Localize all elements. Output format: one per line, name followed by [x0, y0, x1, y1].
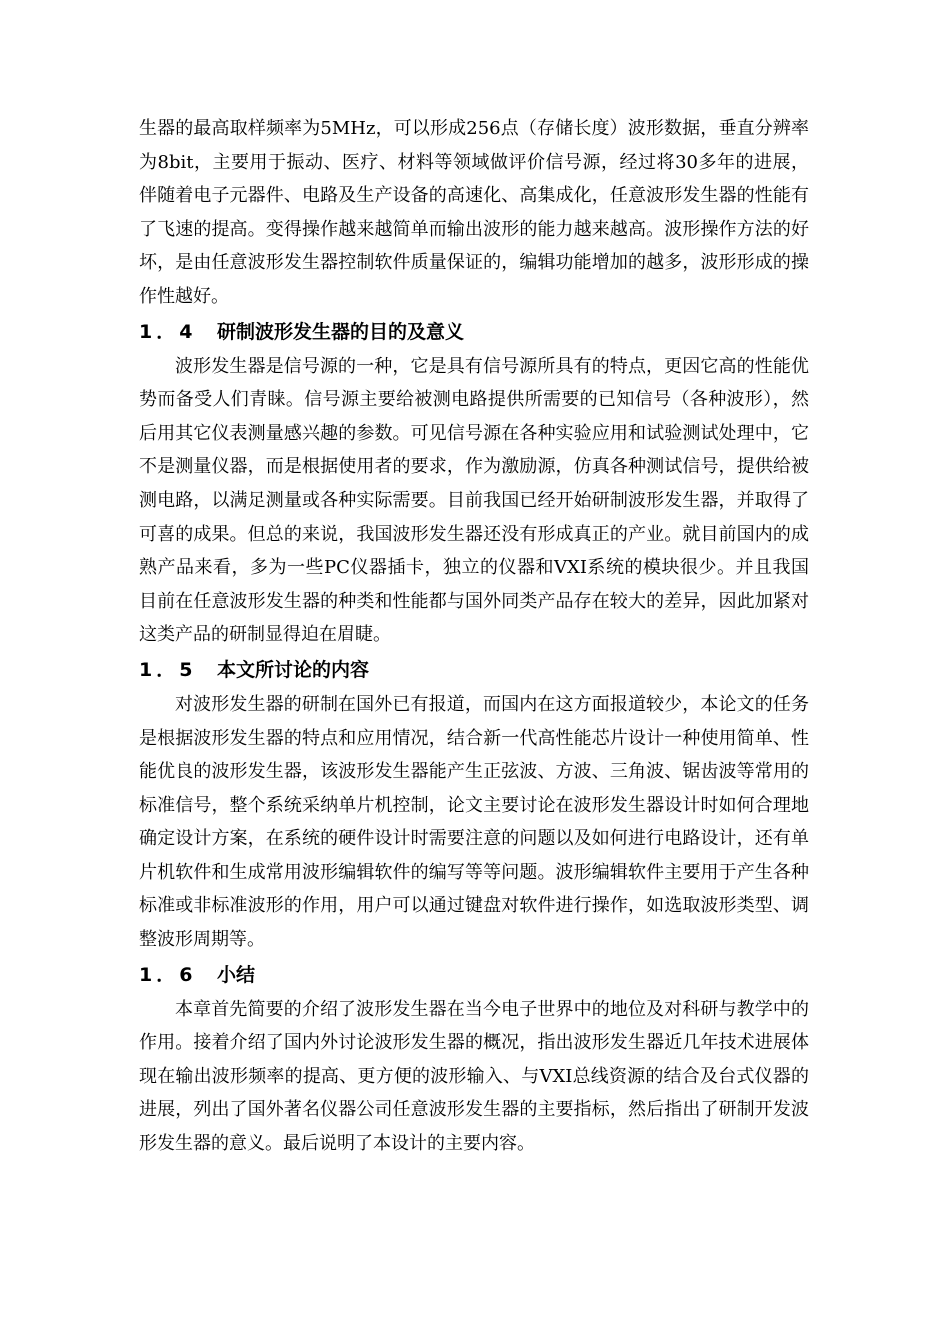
- paragraph-content: 对波形发生器的研制在国外已有报道，而国内在这方面报道较少，本论文的任务是根据波形发生器的特点和应用情况，结合新一代高性能芯片设计一种使用简单、性能优良的波形发生器，该波形发生器能产生正弦波、方波、三角波、锯齿波等常用的标准信号，整个系统采纳单片机控制，论文主要讨论在波形发生器设计时如何合理地确定设计方案，在系统的硬件设计时需要注意的问题以及如何进行电路设计，还有单片机软件和生成常用波形编辑软件的编写等等问题。波形编辑软件主要用于产生各种标准或非标准波形的作用，用户可以通过键盘对软件进行操作，如选取波形类型、调整波形周期等。: [139, 693, 809, 951]
- section-heading-1-6: [139, 959, 809, 993]
- section-number: 1．4: [139, 320, 197, 343]
- section-title: 小结: [217, 963, 256, 986]
- section-number: 1．5: [139, 659, 197, 682]
- section-title: 本文所讨论的内容: [217, 659, 370, 682]
- section-heading-1-4: [139, 316, 809, 350]
- paragraph-summary: 本章首先简要的介绍了波形发生器在当今电子世界中的地位及对科研与教学中的作用。接着介绍了国内外讨论波形发生器的概况，指出波形发生器近几年技术进展体现在输出波形频率的提高、更方便的波形输入、与VXI总线资源的结合及台式仪器的进展，列出了国外著名仪器公司任意波形发生器的主要指标，然后指出了研制开发波形发生器的意义。最后说明了本设计的主要内容。: [139, 998, 809, 1155]
- section-title: 研制波形发生器的目的及意义: [217, 320, 465, 343]
- paragraph-continued: 生器的最高取样频率为5MHz，可以形成256点（存储长度）波形数据，垂直分辨率为8bit，主要用于振动、医疗、材料等领域做评价信号源，经过将30多年的进展，伴随着电子元器件、电路及生产设备的高速化、高集成化，任意波形发生器的性能有了飞速的提高。变得操作越来越简单而输出波形的能力越来越高。波形操作方法的好坏，是由任意波形发生器控制软件质量保证的，编辑功能增加的越多，波形形成的操作性越好。: [139, 118, 809, 307]
- paragraph-purpose: 波形发生器是信号源的一种，它是具有信号源所具有的特点，更因它高的性能优势而备受人们青睐。信号源主要给被测电路提供所需要的已知信号（各种波形），然后用其它仪表测量感兴趣的参数。可见信号源在各种实验应用和试验测试处理中，它不是测量仪器，而是根据使用者的要求，作为激励源，仿真各种测试信号，提供给被测电路，以满足测量或各种实际需要。目前我国已经开始研制波形发生器，并取得了可喜的成果。但总的来说，我国波形发生器还没有形成真正的产业。就目前国内的成熟产品来看，多为一些PC仪器插卡，独立的仪器和VXI系统的模块很少。并且我国目前在任意波形发生器的种类和性能都与国外同类产品存在较大的差异，因此加紧对这类产品的研制显得迫在眉睫。: [139, 355, 809, 646]
- document-body: [139, 112, 809, 1161]
- section-number: 1．6: [139, 963, 197, 986]
- section-heading-1-5: [139, 654, 809, 688]
